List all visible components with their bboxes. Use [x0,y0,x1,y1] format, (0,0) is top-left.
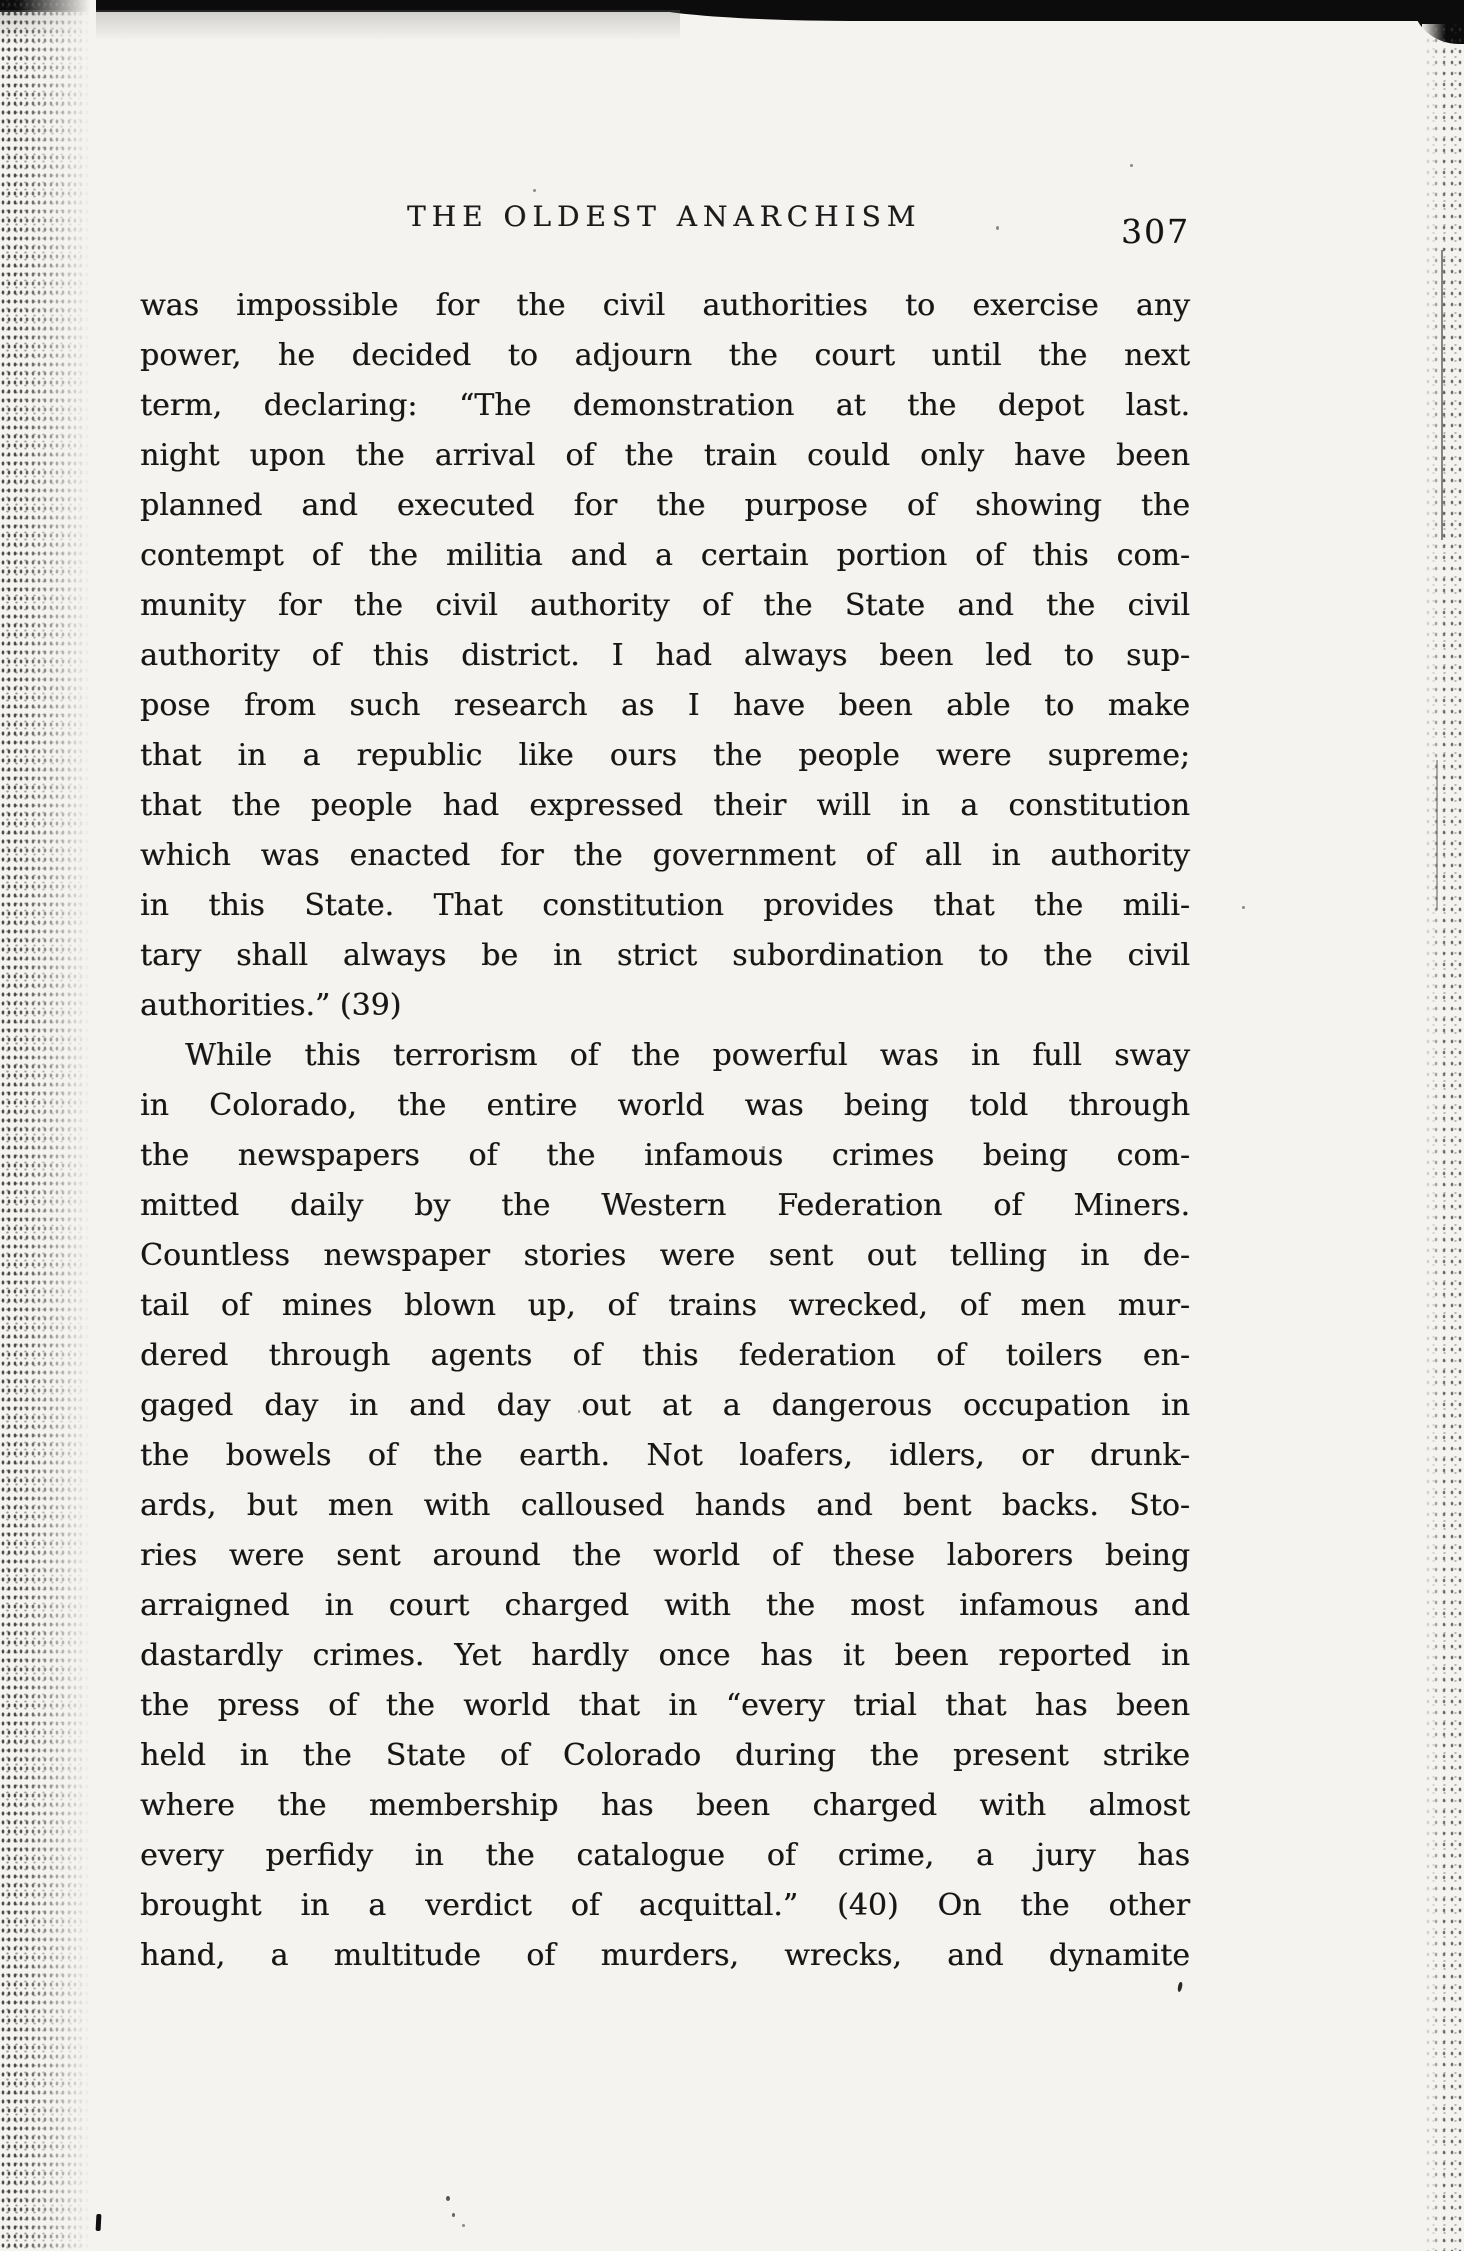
text-line: arraigned in court charged with the most infamous and [140,1588,1190,1623]
text-line: mitted daily by the Western Federation of Miners. [140,1188,1190,1223]
scan-speck [1130,164,1133,167]
text-line: that in a republic like ours the people were supreme; [140,738,1190,773]
text-line: night upon the arrival of the train could only have been [140,438,1190,473]
scan-top-haze [0,10,680,46]
scan-speck [996,226,999,230]
text-line: the bowels of the earth. Not loafers, idlers, or drunk- [140,1438,1190,1473]
text-line: gaged day in and day out at a dangerous occupation in [140,1388,1190,1423]
text-line: where the membership has been charged with almost [140,1788,1190,1823]
text-line: hand, a multitude of murders, wrecks, and dynamite [140,1938,1190,1973]
text-line: brought in a verdict of acquittal.” (40) On the other [140,1888,1190,1923]
text-line: the newspapers of the infamous crimes being com- [140,1138,1190,1173]
scan-right-noise [1422,24,1464,2251]
text-line: which was enacted for the government of all in authority [140,838,1190,873]
body-text [140,281,1190,1981]
text-line: was impossible for the civil authorities to exercise any [140,288,1190,323]
scan-left-noise [0,0,96,2251]
text-line: ries were sent around the world of these laborers being [140,1538,1190,1573]
scan-speck [1242,906,1245,909]
text-line: contempt of the militia and a certain portion of this com- [140,538,1190,573]
running-head-title: THE OLDEST ANARCHISM [407,200,922,233]
text-line: term, declaring: “The demonstration at the depot last. [140,388,1190,423]
scan-top-edge-right [640,0,1464,21]
text-line: the press of the world that in “every trial that has been [140,1688,1190,1723]
scan-speck [446,2196,450,2201]
scan-speck [533,189,536,192]
scan-right-scratch [1436,760,1438,910]
text-line: authorities.” (39) [140,988,402,1023]
text-line: dered through agents of this federation of toilers en- [140,1338,1190,1373]
scan-speck [462,2224,465,2227]
page-number: 307 [1121,212,1190,251]
text-line: in Colorado, the entire world was being told through [140,1088,1190,1123]
scan-right-scratch [1441,250,1443,540]
text-line: Countless newspaper stories were sent out telling in de- [140,1238,1190,1273]
text-line: While this terrorism of the powerful was in full sway [185,1038,1190,1073]
text-line: pose from such research as I have been able to make [140,688,1190,723]
text-line: munity for the civil authority of the State and the civil [140,588,1190,623]
text-line: authority of this district. I had always been led to sup- [140,638,1190,673]
text-line: power, he decided to adjourn the court until the next [140,338,1190,373]
text-line: every perfidy in the catalogue of crime, a jury has [140,1838,1190,1873]
scan-speck [452,2213,455,2217]
text-line: held in the State of Colorado during the present strike [140,1738,1190,1773]
text-line: planned and executed for the purpose of showing the [140,488,1190,523]
scan-ink-mark [1177,1982,1183,1993]
text-line: that the people had expressed their will in a constitution [140,788,1190,823]
scan-bottom-tick [96,2214,102,2231]
text-line: tail of mines blown up, of trains wrecked, of men mur- [140,1288,1190,1323]
text-line: ards, but men with calloused hands and bent backs. Sto- [140,1488,1190,1523]
text-line: in this State. That constitution provides that the mili- [140,888,1190,923]
text-line: tary shall always be in strict subordination to the civil [140,938,1190,973]
text-line: dastardly crimes. Yet hardly once has it been reported in [140,1638,1190,1673]
